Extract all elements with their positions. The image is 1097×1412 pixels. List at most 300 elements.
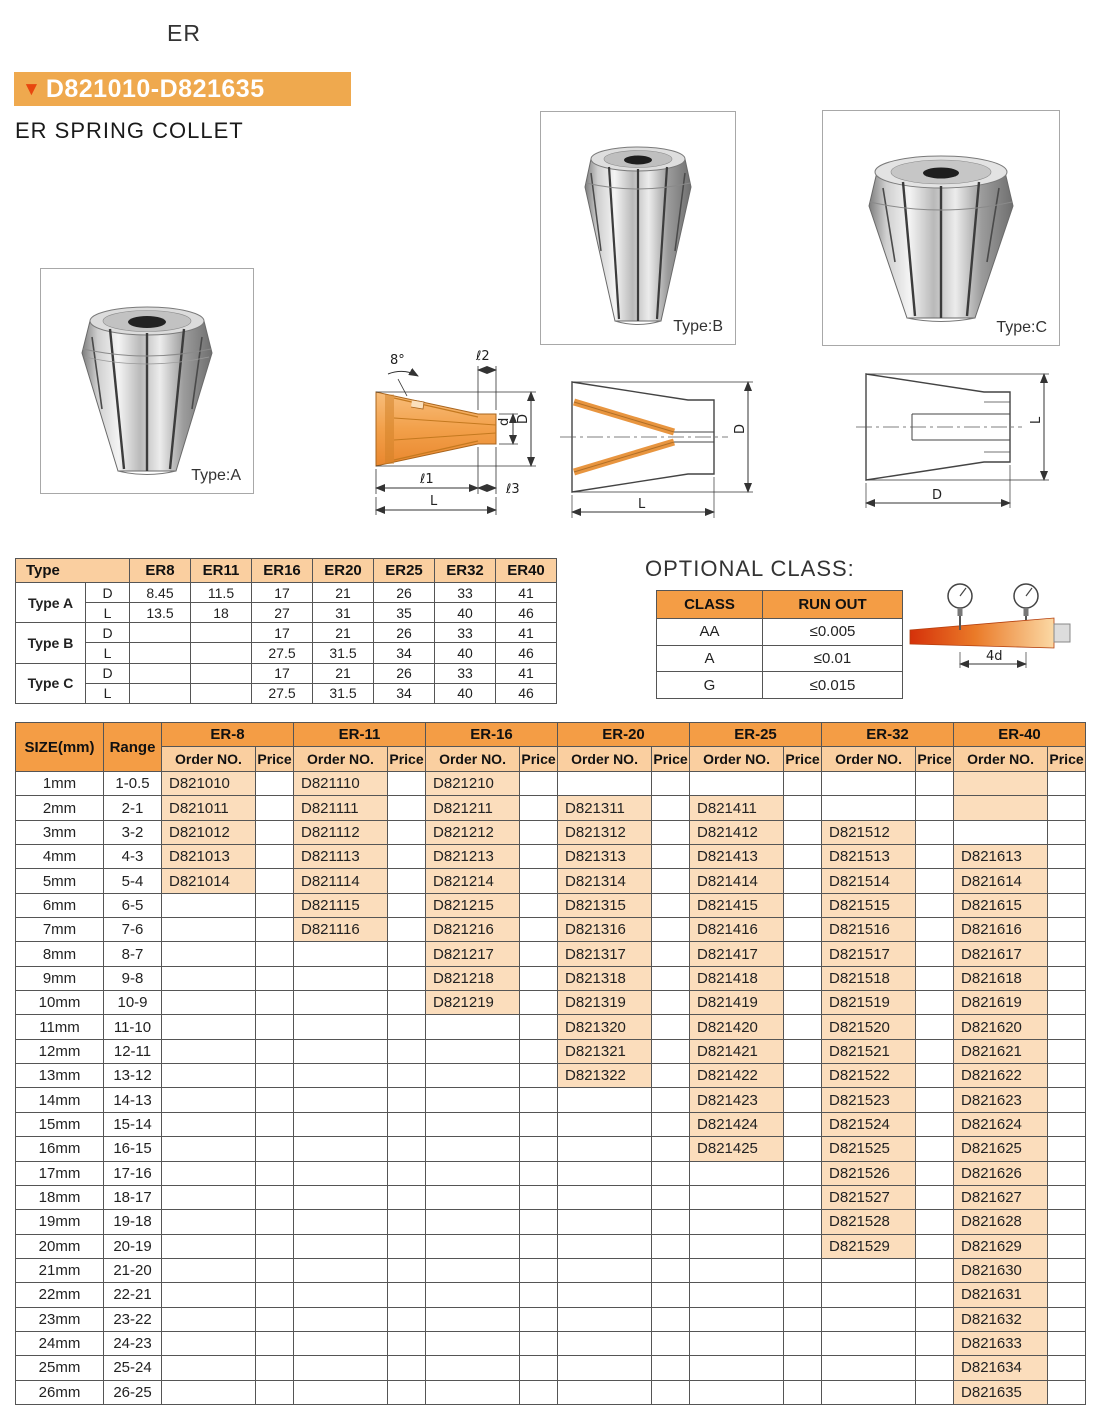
order-no-cell: D821318 <box>558 966 652 990</box>
range-cell: 25-24 <box>104 1356 162 1380</box>
size-column-header: SIZE(mm) <box>16 723 104 772</box>
dim-value: 41 <box>496 623 557 643</box>
er-group-header: ER-11 <box>294 723 426 747</box>
order-no-cell <box>294 1234 388 1258</box>
dim-value: 31 <box>313 603 374 623</box>
size-cell: 20mm <box>16 1234 104 1258</box>
er-group-header: ER-40 <box>954 723 1086 747</box>
class-value: A <box>657 645 763 672</box>
price-cell <box>256 1088 294 1112</box>
price-cell <box>388 1307 426 1331</box>
order-no-cell: D821517 <box>822 942 916 966</box>
price-cell <box>256 1331 294 1355</box>
size-cell: 6mm <box>16 893 104 917</box>
order-no-cell <box>294 1161 388 1185</box>
size-cell: 17mm <box>16 1161 104 1185</box>
range-cell: 9-8 <box>104 966 162 990</box>
price-cell <box>256 1234 294 1258</box>
order-no-cell <box>162 1039 256 1063</box>
order-no-cell <box>426 1161 520 1185</box>
price-cell <box>1048 1380 1086 1404</box>
order-no-cell <box>162 1015 256 1039</box>
order-table-row <box>16 1307 1086 1331</box>
price-cell <box>520 772 558 796</box>
order-no-cell <box>162 966 256 990</box>
price-cell <box>520 1356 558 1380</box>
order-no-cell <box>162 942 256 966</box>
order-no-cell: D821630 <box>954 1258 1048 1282</box>
range-cell: 18-17 <box>104 1185 162 1209</box>
dial-indicator-icon <box>1014 584 1038 620</box>
order-no-cell <box>294 1307 388 1331</box>
order-no-cell <box>294 1210 388 1234</box>
er-group-header: ER-8 <box>162 723 294 747</box>
collet-photo-b <box>563 121 713 336</box>
order-no-cell <box>558 1307 652 1331</box>
price-cell <box>916 1039 954 1063</box>
size-cell: 19mm <box>16 1210 104 1234</box>
order-no-cell: D821519 <box>822 991 916 1015</box>
photo-type-b <box>540 111 736 345</box>
order-no-cell <box>690 772 784 796</box>
order-no-cell: D821522 <box>822 1064 916 1088</box>
order-no-cell: D821213 <box>426 845 520 869</box>
dim-b-length-label: L <box>638 497 646 512</box>
order-no-cell <box>294 1331 388 1355</box>
range-cell: 6-5 <box>104 893 162 917</box>
size-cell: 25mm <box>16 1356 104 1380</box>
dim-value <box>130 643 191 663</box>
order-no-cell <box>294 1258 388 1282</box>
price-cell <box>652 1064 690 1088</box>
order-table-row <box>16 1039 1086 1063</box>
price-cell <box>784 820 822 844</box>
dim-table-row <box>16 603 557 623</box>
price-cell <box>1048 820 1086 844</box>
price-cell <box>916 893 954 917</box>
range-cell: 26-25 <box>104 1380 162 1404</box>
order-no-cell <box>426 1088 520 1112</box>
size-cell: 1mm <box>16 772 104 796</box>
price-cell <box>388 1088 426 1112</box>
price-cell <box>916 1137 954 1161</box>
dim-value: 46 <box>496 643 557 663</box>
order-no-cell: D821216 <box>426 918 520 942</box>
price-cell <box>388 991 426 1015</box>
order-no-cell <box>294 991 388 1015</box>
dim-value: 27 <box>252 603 313 623</box>
order-no-cell: D821421 <box>690 1039 784 1063</box>
order-no-cell: D821417 <box>690 942 784 966</box>
dim-letter: L <box>86 683 130 703</box>
price-cell <box>520 1015 558 1039</box>
order-table-row <box>16 845 1086 869</box>
price-cell <box>520 918 558 942</box>
dim-value: 13.5 <box>130 603 191 623</box>
order-no-cell: D821217 <box>426 942 520 966</box>
price-cell <box>916 1283 954 1307</box>
price-cell <box>652 1112 690 1136</box>
price-cell <box>916 1112 954 1136</box>
dim-value: 33 <box>435 583 496 603</box>
order-table-row <box>16 869 1086 893</box>
price-header: Price <box>256 747 294 772</box>
order-no-cell <box>162 1088 256 1112</box>
price-cell <box>256 869 294 893</box>
order-no-cell <box>294 1112 388 1136</box>
order-no-cell: D821315 <box>558 893 652 917</box>
order-no-cell <box>690 1331 784 1355</box>
order-no-cell <box>558 1356 652 1380</box>
price-cell <box>1048 1137 1086 1161</box>
price-cell <box>784 966 822 990</box>
size-cell: 12mm <box>16 1039 104 1063</box>
order-no-cell <box>822 1356 916 1380</box>
order-no-cell: D821518 <box>822 966 916 990</box>
order-no-cell <box>690 1283 784 1307</box>
price-cell <box>388 893 426 917</box>
cross-section-type-b <box>556 362 768 522</box>
order-no-cell <box>690 1185 784 1209</box>
price-cell <box>652 1258 690 1282</box>
order-no-cell <box>162 1234 256 1258</box>
runout-span-label: 4d <box>986 649 1003 664</box>
price-cell <box>784 1161 822 1185</box>
order-no-cell <box>162 1064 256 1088</box>
order-no-cell <box>822 1307 916 1331</box>
order-no-cell: D821211 <box>426 796 520 820</box>
price-header: Price <box>652 747 690 772</box>
range-cell: 24-23 <box>104 1331 162 1355</box>
order-no-cell <box>822 796 916 820</box>
dim-type-label: Type A <box>16 583 86 623</box>
price-header: Price <box>784 747 822 772</box>
order-no-cell: D821512 <box>822 820 916 844</box>
order-no-cell: D821317 <box>558 942 652 966</box>
price-cell <box>388 772 426 796</box>
price-cell <box>388 1380 426 1404</box>
dim-value: 17 <box>252 663 313 683</box>
price-cell <box>256 991 294 1015</box>
dim-letter: L <box>86 603 130 623</box>
size-cell: 8mm <box>16 942 104 966</box>
order-no-cell: D821420 <box>690 1015 784 1039</box>
order-no-cell <box>426 1039 520 1063</box>
order-no-cell: D821412 <box>690 820 784 844</box>
optional-class-title: OPTIONAL CLASS: <box>645 556 855 581</box>
order-no-cell <box>162 1137 256 1161</box>
runout-value: ≤0.005 <box>763 619 903 646</box>
order-no-cell <box>558 1088 652 1112</box>
price-cell <box>916 966 954 990</box>
price-cell <box>1048 1307 1086 1331</box>
size-cell: 5mm <box>16 869 104 893</box>
price-cell <box>784 1185 822 1209</box>
order-no-cell: D821523 <box>822 1088 916 1112</box>
order-no-cell <box>690 1210 784 1234</box>
class-table-header: RUN OUT <box>763 591 903 619</box>
price-cell <box>1048 1039 1086 1063</box>
range-cell: 14-13 <box>104 1088 162 1112</box>
dim-length-label: L <box>430 494 438 509</box>
price-cell <box>916 1210 954 1234</box>
price-cell <box>916 845 954 869</box>
order-no-cell <box>426 1064 520 1088</box>
price-cell <box>652 991 690 1015</box>
order-no-cell: D821215 <box>426 893 520 917</box>
price-cell <box>652 796 690 820</box>
price-cell <box>520 1185 558 1209</box>
order-no-cell: D821111 <box>294 796 388 820</box>
range-cell: 20-19 <box>104 1234 162 1258</box>
price-cell <box>256 1283 294 1307</box>
range-cell: 5-4 <box>104 869 162 893</box>
order-no-cell <box>426 1331 520 1355</box>
dim-table-er-header: ER8 <box>130 559 191 583</box>
order-no-cell <box>690 1356 784 1380</box>
price-cell <box>388 1112 426 1136</box>
price-cell <box>520 1307 558 1331</box>
order-no-cell <box>954 772 1048 796</box>
order-no-cell <box>558 1161 652 1185</box>
price-cell <box>256 1112 294 1136</box>
order-no-cell <box>822 772 916 796</box>
order-no-header: Order NO. <box>426 747 520 772</box>
price-cell <box>916 1185 954 1209</box>
order-no-cell <box>558 772 652 796</box>
order-no-cell: D821632 <box>954 1307 1048 1331</box>
order-no-cell <box>426 1112 520 1136</box>
dim-table-row <box>16 583 557 603</box>
price-cell <box>1048 991 1086 1015</box>
dim-value <box>191 623 252 643</box>
price-cell <box>1048 942 1086 966</box>
order-no-cell: D821425 <box>690 1137 784 1161</box>
order-no-cell: D821617 <box>954 942 1048 966</box>
dim-value: 17 <box>252 583 313 603</box>
order-no-cell: D821615 <box>954 893 1048 917</box>
dim-value: 46 <box>496 683 557 703</box>
dim-value <box>191 643 252 663</box>
price-cell <box>784 1015 822 1039</box>
type-c-label: Type:C <box>996 319 1047 336</box>
price-cell <box>652 1307 690 1331</box>
dim-value: 40 <box>435 643 496 663</box>
order-no-cell <box>690 1258 784 1282</box>
price-cell <box>256 1064 294 1088</box>
collet-photo-c <box>841 122 1041 334</box>
class-table-row <box>657 619 903 646</box>
dim-value <box>130 683 191 703</box>
order-no-cell <box>822 1283 916 1307</box>
order-no-cell: D821513 <box>822 845 916 869</box>
size-cell: 10mm <box>16 991 104 1015</box>
price-header: Price <box>1048 747 1086 772</box>
dim-c-length-label: L <box>1029 416 1044 424</box>
dim-value: 41 <box>496 583 557 603</box>
order-table-row <box>16 1161 1086 1185</box>
cross-section-type-c <box>852 356 1057 524</box>
dim-type-label: Type C <box>16 663 86 703</box>
order-no-cell: D821613 <box>954 845 1048 869</box>
order-no-cell: D821214 <box>426 869 520 893</box>
dim-c-diameter-label: D <box>932 488 943 503</box>
order-no-cell: D821622 <box>954 1064 1048 1088</box>
range-cell: 4-3 <box>104 845 162 869</box>
range-cell: 12-11 <box>104 1039 162 1063</box>
price-cell <box>520 1210 558 1234</box>
order-table-row <box>16 772 1086 796</box>
dim-table-row <box>16 623 557 643</box>
dim-d-big-label: D <box>516 413 531 424</box>
price-cell <box>256 1039 294 1063</box>
price-cell <box>652 1234 690 1258</box>
price-cell <box>520 869 558 893</box>
price-cell <box>256 1210 294 1234</box>
order-no-cell <box>426 1137 520 1161</box>
order-no-cell: D821619 <box>954 991 1048 1015</box>
order-no-cell: D821626 <box>954 1161 1048 1185</box>
range-cell: 16-15 <box>104 1137 162 1161</box>
size-cell: 4mm <box>16 845 104 869</box>
order-no-cell: D821423 <box>690 1088 784 1112</box>
order-table-row <box>16 1112 1086 1136</box>
order-no-cell: D821515 <box>822 893 916 917</box>
order-no-header: Order NO. <box>690 747 784 772</box>
size-cell: 13mm <box>16 1064 104 1088</box>
price-cell <box>256 1356 294 1380</box>
price-cell <box>652 1331 690 1355</box>
size-cell: 21mm <box>16 1258 104 1282</box>
er-group-header: ER-20 <box>558 723 690 747</box>
order-no-cell: D821113 <box>294 845 388 869</box>
price-cell <box>784 893 822 917</box>
order-no-cell: D821623 <box>954 1088 1048 1112</box>
range-cell: 10-9 <box>104 991 162 1015</box>
range-cell: 3-2 <box>104 820 162 844</box>
price-cell <box>388 1234 426 1258</box>
order-no-cell <box>162 1356 256 1380</box>
dim-value <box>191 663 252 683</box>
dim-l2-label: ℓ2 <box>476 349 490 364</box>
er-group-header: ER-16 <box>426 723 558 747</box>
order-no-cell <box>426 1307 520 1331</box>
range-cell: 15-14 <box>104 1112 162 1136</box>
dim-value: 8.45 <box>130 583 191 603</box>
price-cell <box>652 1015 690 1039</box>
order-no-cell <box>558 1185 652 1209</box>
dim-value: 21 <box>313 583 374 603</box>
price-cell <box>784 1380 822 1404</box>
order-no-cell: D821625 <box>954 1137 1048 1161</box>
dim-value <box>130 663 191 683</box>
runout-illustration <box>902 574 1092 692</box>
price-cell <box>916 1356 954 1380</box>
order-table-row <box>16 820 1086 844</box>
order-no-cell: D821629 <box>954 1234 1048 1258</box>
price-cell <box>652 820 690 844</box>
order-no-cell <box>162 1331 256 1355</box>
order-no-cell: D821631 <box>954 1283 1048 1307</box>
price-cell <box>784 1283 822 1307</box>
size-cell: 18mm <box>16 1185 104 1209</box>
price-cell <box>916 1161 954 1185</box>
price-cell <box>520 1234 558 1258</box>
price-cell <box>652 1039 690 1063</box>
price-cell <box>1048 1356 1086 1380</box>
order-table-row <box>16 942 1086 966</box>
dim-table-row <box>16 683 557 703</box>
order-no-cell: D821521 <box>822 1039 916 1063</box>
order-no-cell: D821212 <box>426 820 520 844</box>
price-cell <box>652 918 690 942</box>
price-cell <box>520 1258 558 1282</box>
price-cell <box>520 1331 558 1355</box>
dim-b-diameter-label: D <box>733 423 748 434</box>
class-table-row <box>657 645 903 672</box>
price-cell <box>784 1331 822 1355</box>
price-cell <box>652 1283 690 1307</box>
dim-table-er-header: ER40 <box>496 559 557 583</box>
dim-value: 33 <box>435 623 496 643</box>
price-cell <box>520 1283 558 1307</box>
order-no-cell: D821524 <box>822 1112 916 1136</box>
order-table-row <box>16 1015 1086 1039</box>
price-cell <box>652 1210 690 1234</box>
price-cell <box>388 1015 426 1039</box>
order-no-cell: D821010 <box>162 772 256 796</box>
size-cell: 24mm <box>16 1331 104 1355</box>
order-no-header: Order NO. <box>294 747 388 772</box>
price-cell <box>256 1258 294 1282</box>
order-no-cell: D821527 <box>822 1185 916 1209</box>
order-no-cell <box>294 1039 388 1063</box>
dim-letter: D <box>86 583 130 603</box>
order-no-cell <box>162 1112 256 1136</box>
order-number-table <box>15 722 1086 1405</box>
order-no-cell <box>690 1380 784 1404</box>
order-no-cell <box>294 942 388 966</box>
dim-table-er-header: ER11 <box>191 559 252 583</box>
order-no-cell: D821411 <box>690 796 784 820</box>
order-no-cell <box>558 1137 652 1161</box>
price-cell <box>1048 869 1086 893</box>
class-table-row <box>657 672 903 699</box>
order-no-cell <box>294 966 388 990</box>
order-no-cell <box>162 991 256 1015</box>
order-no-header: Order NO. <box>954 747 1048 772</box>
order-no-cell: D821311 <box>558 796 652 820</box>
range-cell: 7-6 <box>104 918 162 942</box>
dim-l1-label: ℓ1 <box>420 472 434 487</box>
dim-value: 35 <box>374 603 435 623</box>
price-cell <box>916 869 954 893</box>
price-cell <box>520 966 558 990</box>
price-cell <box>784 796 822 820</box>
price-cell <box>916 1015 954 1039</box>
price-cell <box>1048 1064 1086 1088</box>
size-cell: 26mm <box>16 1380 104 1404</box>
price-cell <box>916 1088 954 1112</box>
dim-table-er-header: ER16 <box>252 559 313 583</box>
order-no-cell <box>162 1258 256 1282</box>
price-cell <box>1048 893 1086 917</box>
price-cell <box>256 1161 294 1185</box>
model-range-banner <box>14 72 351 106</box>
dimension-table <box>15 558 557 704</box>
er-group-header: ER-32 <box>822 723 954 747</box>
order-no-cell: D821424 <box>690 1112 784 1136</box>
